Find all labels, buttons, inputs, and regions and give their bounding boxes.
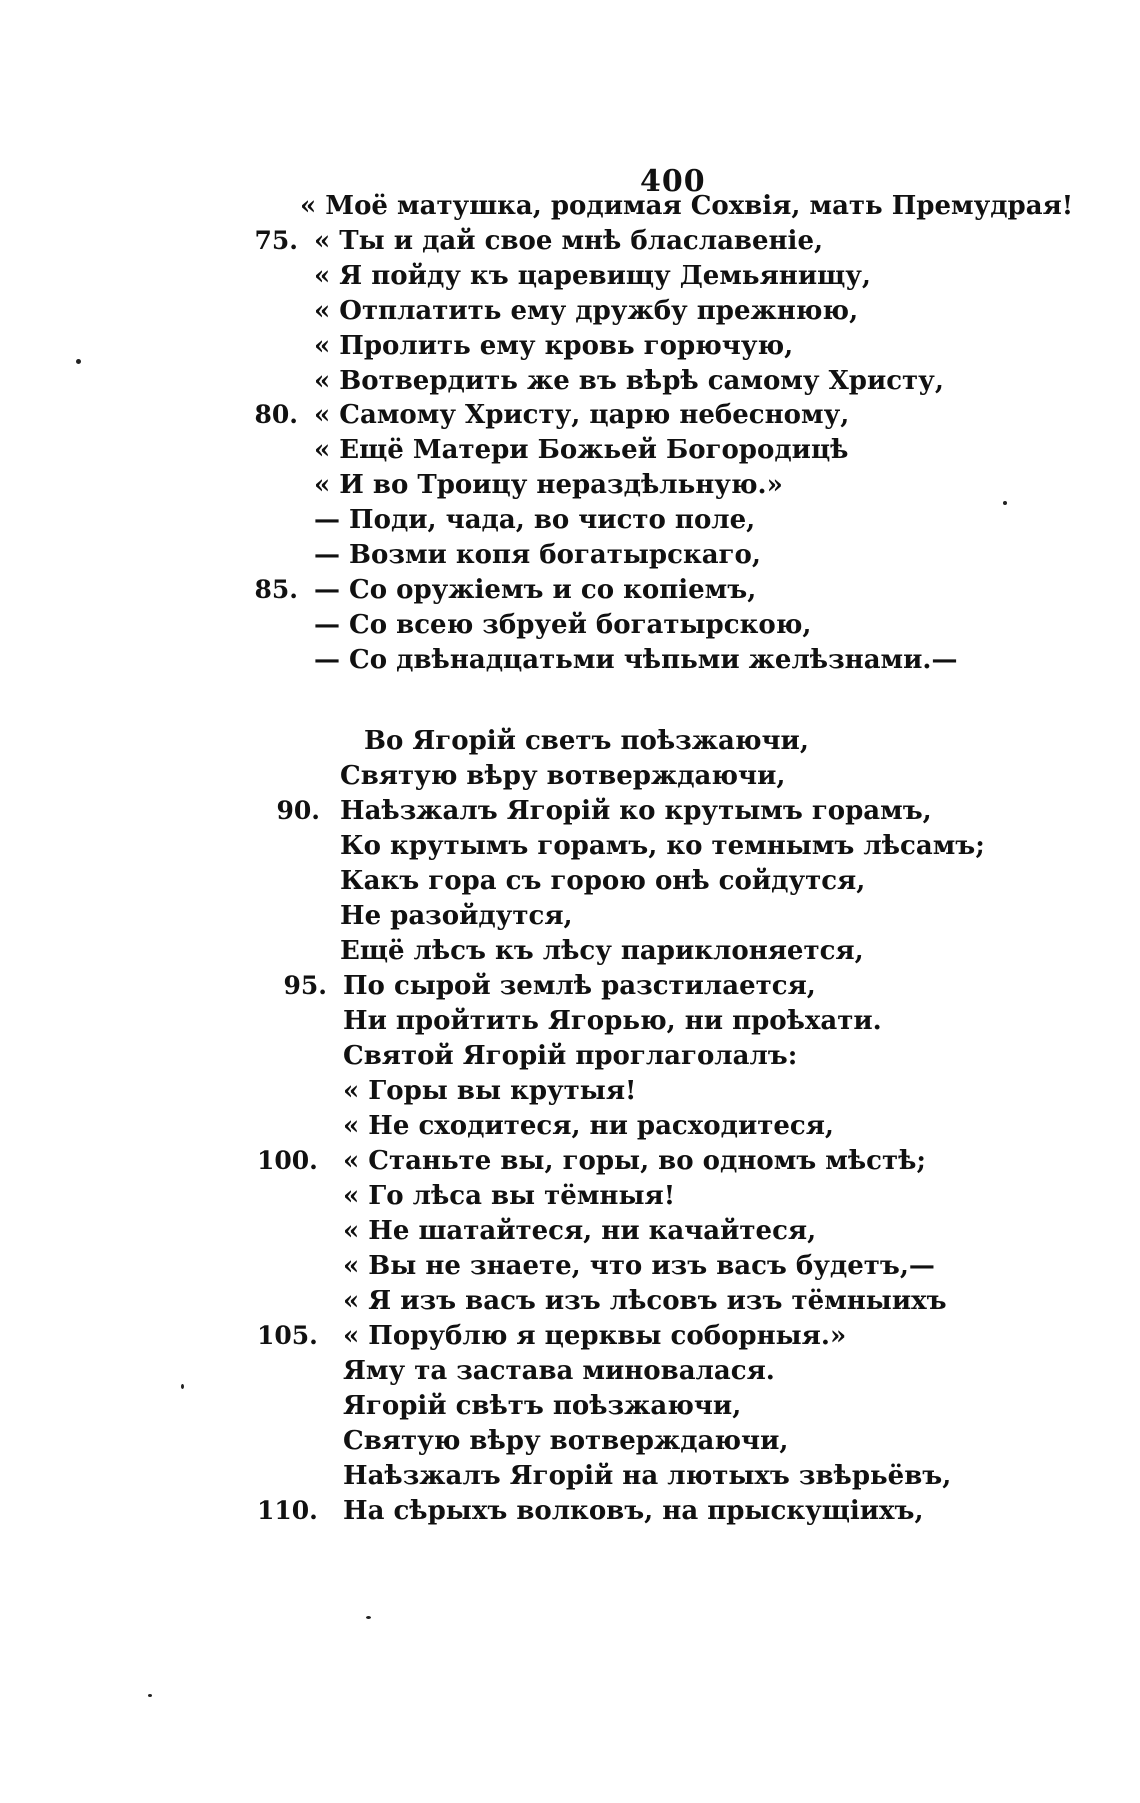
verse-line: — Поди, чада, во чисто поле,	[314, 505, 756, 535]
verse-line: « Не шатайтеся, ни качайтеся,	[343, 1216, 817, 1246]
verse-line: « Ты и дай свое мнѣ блаславеніе,	[314, 226, 824, 256]
verse-line: На сѣрыхъ волковъ, на прыскущіихъ,	[343, 1496, 924, 1526]
verse-line: По сырой землѣ разстилается,	[343, 971, 816, 1001]
verse-line: Ещё лѣсъ къ лѣсу париклоняется,	[340, 936, 864, 966]
line-number: 110.	[257, 1496, 318, 1525]
verse-line: Ко крутымъ горамъ, ко темнымъ лѣсамъ;	[340, 831, 985, 861]
verse-line: Наѣзжалъ Ягорій на лютыхъ звѣрьёвъ,	[343, 1461, 952, 1491]
verse-line: « Моё матушка, родимая Сохвія, мать Премудрая!	[300, 191, 1074, 221]
line-number: 105.	[257, 1321, 318, 1350]
verse-line: « Порублю я церквы соборныя.»	[343, 1321, 847, 1351]
verse-line: « Горы вы крутыя!	[343, 1076, 637, 1106]
line-number: 80.	[254, 400, 298, 429]
ink-speck	[181, 1384, 184, 1389]
verse-line: « Вы не знаете, что изъ васъ будетъ,—	[343, 1251, 935, 1281]
line-number: 85.	[254, 575, 298, 604]
verse-line: Святую вѣру вотверждаючи,	[340, 761, 786, 791]
verse-line: — Со оружіемъ и со копіемъ,	[314, 575, 757, 605]
verse-line: « Не сходитеся, ни расходитеся,	[343, 1111, 834, 1141]
verse-line: Святой Ягорій проглаголалъ:	[343, 1041, 798, 1071]
verse-line: Святую вѣру вотверждаючи,	[343, 1426, 789, 1456]
verse-line: « Пролить ему кровь горючую,	[314, 331, 794, 361]
verse-line: — Со двѣнадцатьми чѣпьми желѣзнами.—	[314, 645, 958, 675]
line-number: 75.	[254, 226, 298, 255]
verse-line: Ни пройтить Ягорью, ни проѣхати.	[343, 1006, 882, 1036]
ink-speck	[148, 1694, 152, 1697]
verse-line: Какъ гора съ горою онѣ сойдутся,	[340, 866, 866, 896]
page-number: 400	[640, 164, 706, 199]
verse-line: — Со всею збруей богатырскою,	[314, 610, 812, 640]
line-number: 95.	[283, 971, 327, 1000]
ink-speck	[366, 1616, 371, 1619]
verse-line: « Отплатить ему дружбу прежнюю,	[314, 296, 859, 326]
verse-line: « Я пойду къ царевищу Демьянищу,	[314, 261, 871, 291]
line-number: 100.	[257, 1146, 318, 1175]
ink-speck	[76, 359, 81, 364]
line-number: 90.	[276, 796, 320, 825]
verse-line: Во Ягорій светъ поѣзжаючи,	[364, 726, 809, 756]
verse-line: « Станьте вы, горы, во одномъ мѣстѣ;	[343, 1146, 926, 1176]
ink-speck	[1003, 501, 1007, 505]
verse-line: Наѣзжалъ Ягорій ко крутымъ горамъ,	[340, 796, 932, 826]
verse-line: « И во Троицу нераздѣльную.»	[314, 470, 783, 500]
verse-line: « Вотвердить же въ вѣрѣ самому Христу,	[314, 366, 944, 396]
verse-line: « Го лѣса вы тёмныя!	[343, 1181, 676, 1211]
verse-line: Яму та застава миновалася.	[343, 1356, 775, 1386]
verse-line: — Возми копя богатырскаго,	[314, 540, 761, 570]
verse-line: Не разойдутся,	[340, 901, 573, 931]
verse-line: Ягорій свѣтъ поѣзжаючи,	[343, 1391, 742, 1421]
verse-line: « Самому Христу, царю небесному,	[314, 400, 850, 430]
verse-line: « Я изъ васъ изъ лѣсовъ изъ тёмныихъ	[343, 1286, 947, 1316]
verse-line: « Ещё Матери Божьей Богородицѣ	[314, 435, 849, 465]
